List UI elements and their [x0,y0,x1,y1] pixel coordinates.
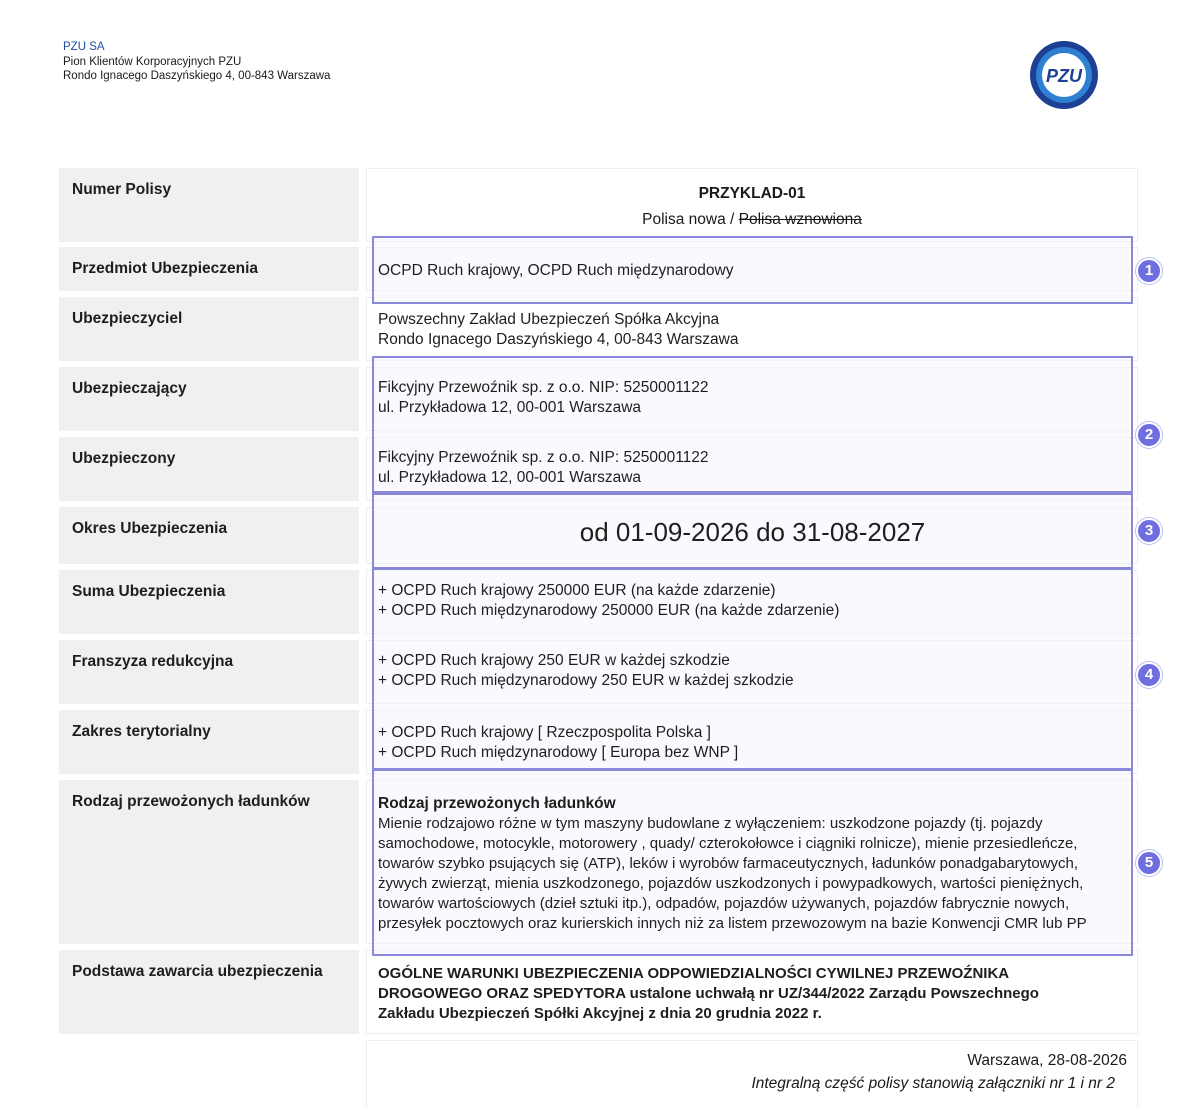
policy-number: PRZYKLAD-01 [698,185,806,202]
badge-5[interactable] [1136,850,1162,876]
label-ubezpieczajacy: Ubezpieczający [59,367,359,431]
label-przedmiot: Przedmiot Ubezpieczenia [59,247,359,291]
company-address: Rondo Ignacego Daszyńskiego 4, 00-843 Warszawa [63,70,331,82]
ladunki-line4: żywych zwierząt, mienia uszkodzonego, pojazdów uszkodzonych i powypadkowych, wartości pieniężnych, [378,875,1084,892]
label-numer-polisy: Numer Polisy [59,168,359,242]
highlight-region-4 [372,568,1133,770]
badge-3[interactable] [1136,518,1162,544]
badge-4[interactable] [1136,662,1162,688]
podstawa-line3: Zakładu Ubezpieczeń Spółki Akcyjnej z dnia 20 grudnia 2022 r. [378,1005,822,1022]
badge-2-label: 2 [1144,426,1154,443]
label-franszyza: Franszyza redukcyjna [59,640,359,704]
label-suma: Suma Ubezpieczenia [59,570,359,634]
franszyza-line2: + OCPD Ruch międzynarodowy 250 EUR w każdej szkodzie [378,672,794,689]
highlight-region-3 [372,493,1133,569]
suma-line1: + OCPD Ruch krajowy 250000 EUR (na każde zdarzenie) [378,582,776,599]
status-separator: / [725,211,739,228]
ladunki-line1: Mienie rodzajowo różne w tym maszyny budowlane z wyłączeniem: uszkodzone pojazdy (tj. pojazdy [378,815,1043,832]
attachments-note: Integralną część polisy stanowią załączniki nr 1 i nr 2 [751,1075,1115,1092]
highlight-region-2 [372,356,1133,493]
place-date: Warszawa, 28-08-2026 [967,1052,1127,1069]
value-numer-polisy [366,168,1138,242]
label-zakres: Zakres terytorialny [59,710,359,774]
status-new: Polisa nowa [642,211,726,228]
label-podstawa: Podstawa zawarcia ubezpieczenia [59,950,359,1034]
ubezpieczony-line1: Fikcyjny Przewoźnik sp. z o.o. NIP: 5250001122 [378,449,709,466]
badge-2[interactable] [1136,422,1162,448]
ubezpieczyciel-line1: Powszechny Zakład Ubezpieczeń Spółka Akcyjna [378,311,720,328]
badge-1[interactable] [1136,258,1162,284]
company-division: Pion Klientów Korporacyjnych PZU [63,55,242,68]
label-ubezpieczony: Ubezpieczony [59,437,359,501]
label-ubezpieczyciel: Ubezpieczyciel [59,297,359,361]
zakres-line1: + OCPD Ruch krajowy [ Rzeczpospolita Polska ] [378,724,711,741]
ubezpieczajacy-line2: ul. Przykładowa 12, 00-001 Warszawa [378,399,642,416]
zakres-line2: + OCPD Ruch międzynarodowy [ Europa bez WNP ] [378,744,739,761]
svg-text:PZU: PZU [1046,66,1082,86]
company-info [63,40,330,84]
badge-3-label: 3 [1144,522,1154,539]
podstawa-line2: DROGOWEGO ORAZ SPEDYTORA ustalone uchwałą nr UZ/344/2022 Zarządu Powszechnego [378,985,1039,1002]
ladunki-line3: towarów szybko psujących się (ATP), leków i wyrobów farmaceutycznych, ładunków ponadgabarytowych, [378,855,1079,872]
badge-4-label: 4 [1144,666,1154,683]
highlight-region-5 [372,769,1133,956]
przedmiot-value: OCPD Ruch krajowy, OCPD Ruch międzynarodowy [378,262,734,279]
pzu-logo [1029,40,1099,110]
label-ladunki: Rodzaj przewożonych ładunków [59,780,359,944]
okres-value: od 01-09-2026 do 31-08-2027 [579,517,926,547]
ladunki-heading: Rodzaj przewożonych ładunków [378,795,616,812]
ladunki-line6: przesyłek pocztowych oraz kurierskich innych niż za listem przewozowym na bazie Konwencji CMR lub PP [378,915,1087,932]
ubezpieczyciel-line2: Rondo Ignacego Daszyńskiego 4, 00-843 Warszawa [378,331,739,348]
value-ubezpieczyciel [366,297,1138,361]
label-okres: Okres Ubezpieczenia [59,507,359,564]
suma-line2: + OCPD Ruch międzynarodowy 250000 EUR (na każde zdarzenie) [378,602,840,619]
podstawa-line1: OGÓLNE WARUNKI UBEZPIECZENIA ODPOWIEDZIALNOŚCI CYWILNEJ PRZEWOŹNIKA [378,965,1010,982]
ubezpieczony-line2: ul. Przykładowa 12, 00-001 Warszawa [378,469,642,486]
footer-cell [366,1040,1138,1108]
policy-status [367,211,1137,229]
ubezpieczajacy-line1: Fikcyjny Przewoźnik sp. z o.o. NIP: 5250001122 [378,379,709,396]
franszyza-line1: + OCPD Ruch krajowy 250 EUR w każdej szkodzie [378,652,730,669]
value-podstawa [366,950,1138,1034]
ladunki-line2: samochodowe, motocykle, motorowery , quady/ czterokołowce i ciągniki rolnicze), mienie przesiedleńcze, [378,835,1078,852]
ladunki-line5: towarów wartościowych (dzieł sztuki itp.), odpadów, pojazdów używanych, pojazdów fabrycznie nowych, [378,895,1070,912]
badge-5-label: 5 [1144,854,1154,871]
highlight-region-1 [372,236,1133,304]
status-renewed: Polisa wznowiona [738,211,862,228]
company-name: PZU SA [63,41,105,53]
badge-1-label: 1 [1144,262,1154,279]
